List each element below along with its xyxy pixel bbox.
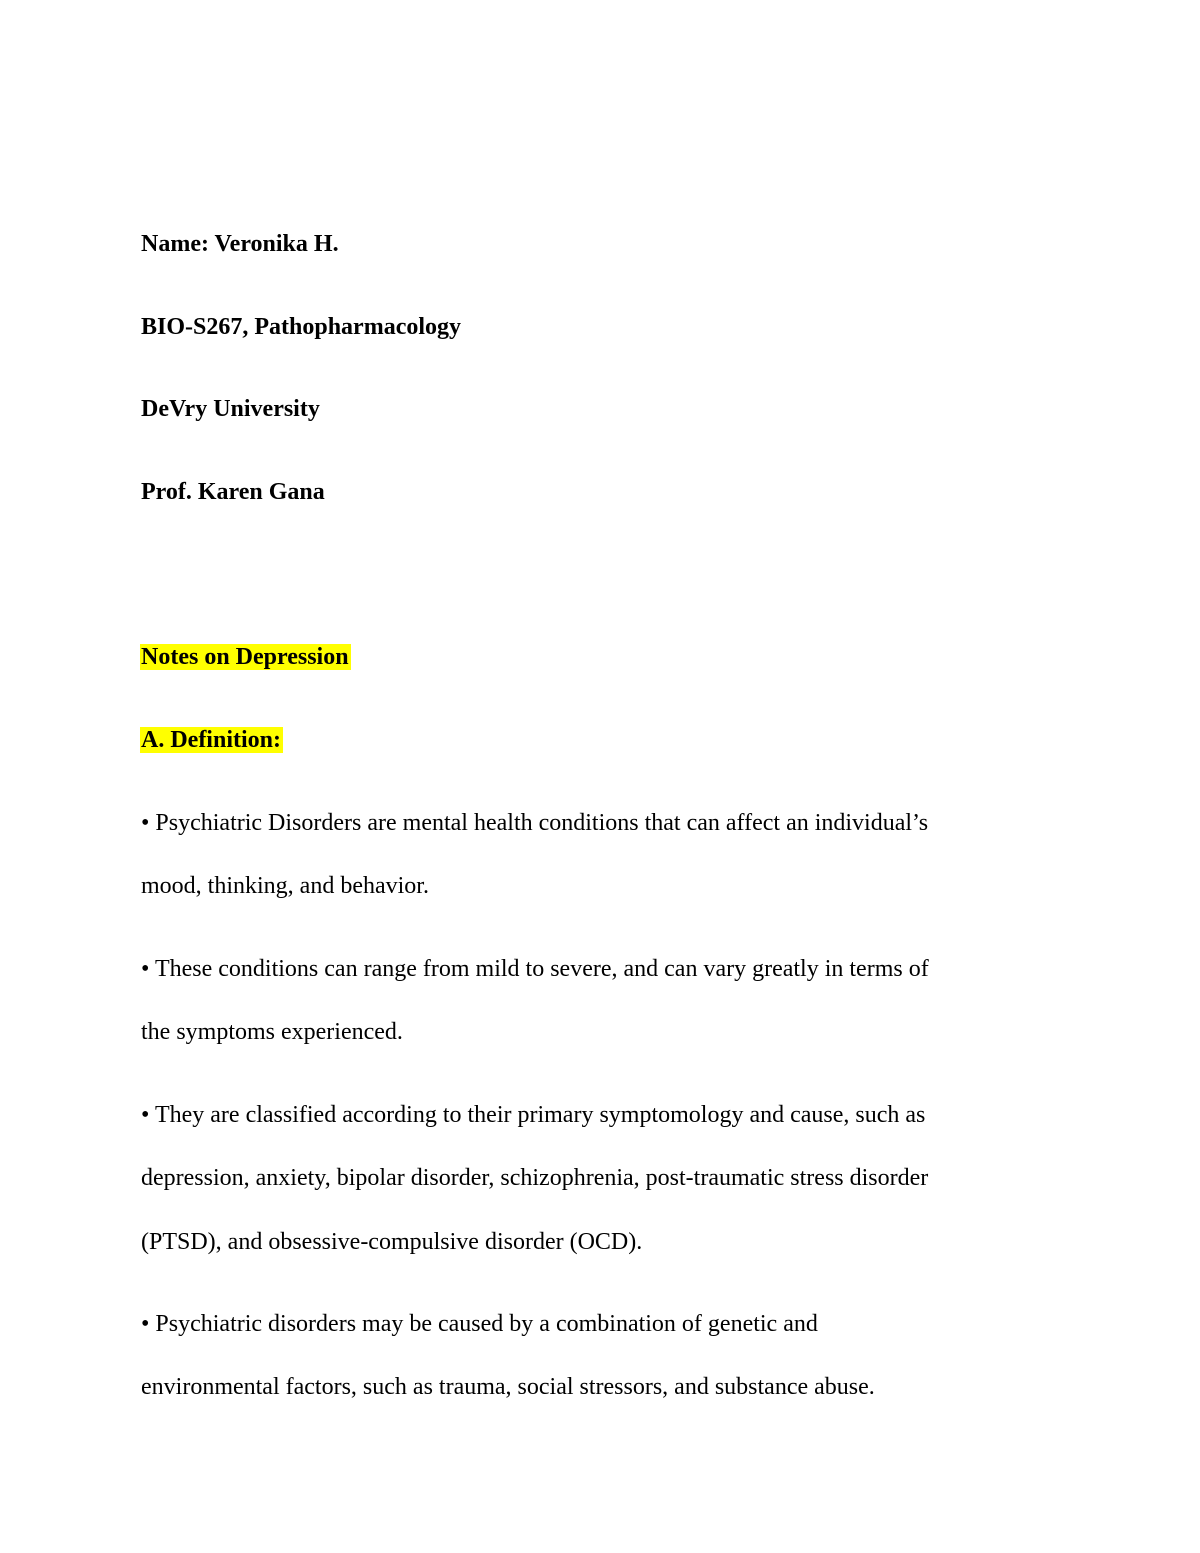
- bullet-3-line-2: depression, anxiety, bipolar disorder, schizophrenia, post-traumatic stress disorder: [141, 1165, 929, 1191]
- section-subheading: [141, 725, 283, 755]
- professor-name: Prof. Karen Gana: [141, 479, 325, 505]
- section-title: [141, 642, 351, 672]
- bullet-1-line-2: mood, thinking, and behavior.: [141, 873, 429, 899]
- bullet-4-line-1: • Psychiatric disorders may be caused by a combination of genetic and: [141, 1311, 818, 1337]
- university-name: DeVry University: [141, 396, 320, 422]
- subheading-highlight: A. Definition:: [141, 727, 281, 753]
- student-name: Name: Veronika H.: [141, 231, 339, 257]
- bullet-4-line-2: environmental factors, such as trauma, social stressors, and substance abuse.: [141, 1374, 875, 1400]
- bullet-1-line-1: • Psychiatric Disorders are mental health conditions that can affect an individual’s: [141, 810, 929, 836]
- course-title: BIO-S267, Pathopharmacology: [141, 314, 462, 340]
- bullet-2-line-2: the symptoms experienced.: [141, 1019, 403, 1045]
- bullet-3-line-3: (PTSD), and obsessive-compulsive disorder (OCD).: [141, 1229, 643, 1255]
- section-title-highlight: Notes on Depression: [141, 644, 349, 670]
- bullet-3-line-1: • They are classified according to their primary symptomology and cause, such as: [141, 1102, 926, 1128]
- bullet-2-line-1: • These conditions can range from mild to severe, and can vary greatly in terms of: [141, 956, 929, 982]
